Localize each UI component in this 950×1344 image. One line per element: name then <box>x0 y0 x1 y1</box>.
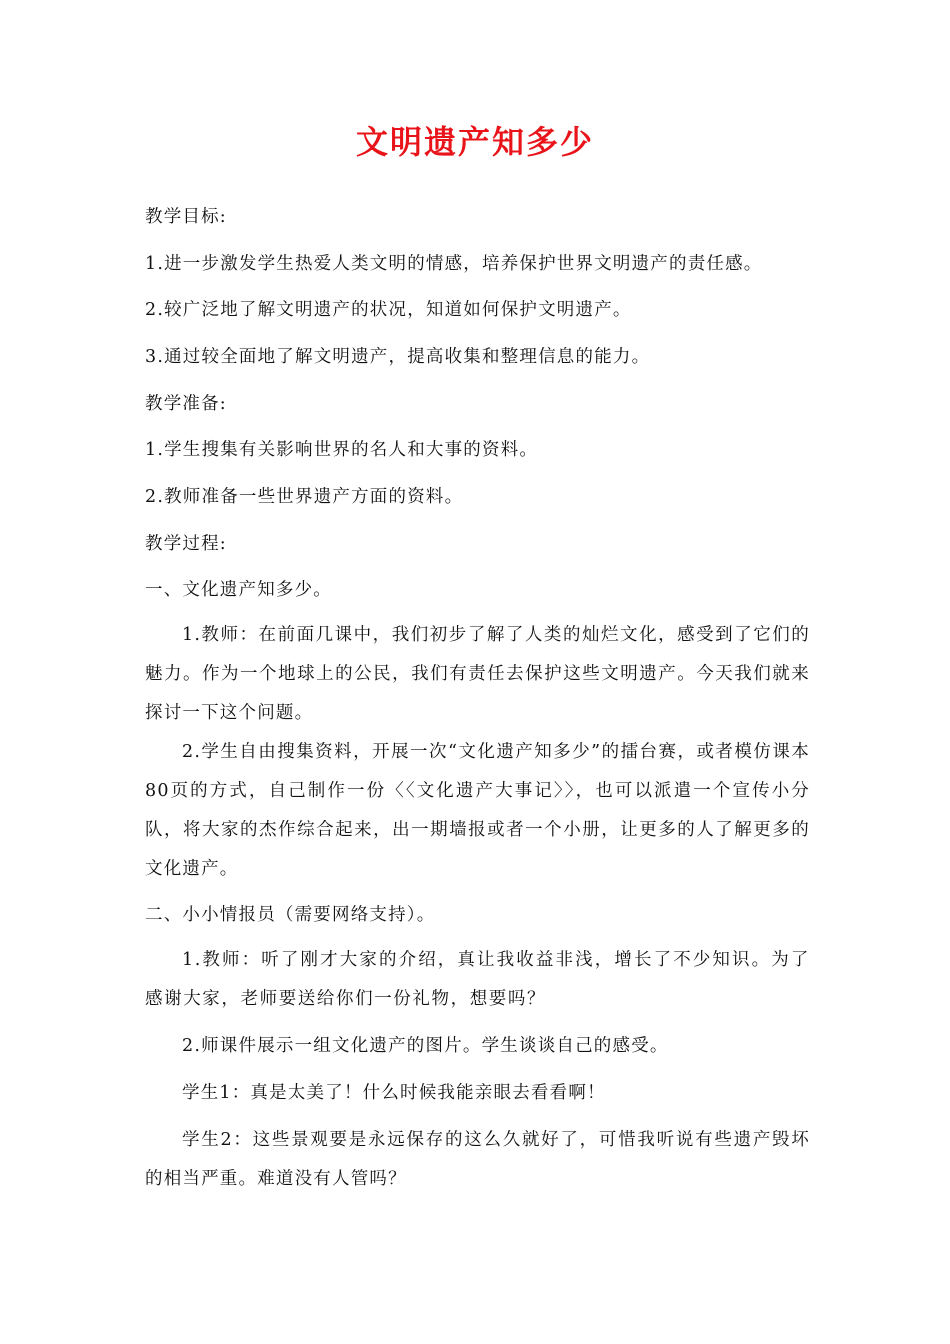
part2-heading: 二、小小情报员（需要网络支持）。 <box>145 905 436 925</box>
part2-paragraph-1: 1.教师：听了刚才大家的介绍，真让我收益非浅，增长了不少知识。为了感谢大家，老师要送给你们一份礼物，想要吗？ <box>145 950 810 1009</box>
student-1-quote: 学生1：真是太美了！什么时候我能亲眼去看看啊！ <box>182 1083 606 1103</box>
part2-paragraph-2: 2.师课件展示一组文化遗产的图片。学生谈谈自己的感受。 <box>182 1036 669 1056</box>
goal-item-2: 2.较广泛地了解文明遗产的状况，知道如何保护文明遗产。 <box>145 300 632 320</box>
part1-paragraph-2: 2.学生自由搜集资料，开展一次“文化遗产知多少”的擂台赛，或者模仿课本80页的方式，自己制作一份〈〈文化遗产大事记〉〉，也可以派遣一个宣传小分队，将大家的杰作综合起来，出一期墙报或者一个小册，让更多的人了解更多的文化遗产。 <box>145 742 810 879</box>
part1-paragraph-1: 1.教师：在前面几课中，我们初步了解了人类的灿烂文化，感受到了它们的魅力。作为一个地球上的公民，我们有责任去保护这些文明遗产。今天我们就来探讨一下这个问题。 <box>145 625 810 723</box>
student-2-quote: 学生2：这些景观要是永远保存的这么久就好了，可惜我听说有些遗产毁坏的相当严重。难道没有人管吗？ <box>145 1130 810 1189</box>
part1-heading: 一、文化遗产知多少。 <box>145 580 332 600</box>
process-heading: 教学过程: <box>145 534 227 554</box>
prep-heading: 教学准备: <box>145 394 227 414</box>
document-title: 文明遗产知多少 <box>355 123 594 161</box>
goals-heading: 教学目标: <box>145 207 227 227</box>
goal-item-3: 3.通过较全面地了解文明遗产，提高收集和整理信息的能力。 <box>145 347 651 367</box>
prep-item-2: 2.教师准备一些世界遗产方面的资料。 <box>145 487 464 507</box>
prep-item-1: 1.学生搜集有关影响世界的名人和大事的资料。 <box>145 440 539 460</box>
goal-item-1: 1.进一步激发学生热爱人类文明的情感，培养保护世界文明遗产的责任感。 <box>145 254 763 274</box>
